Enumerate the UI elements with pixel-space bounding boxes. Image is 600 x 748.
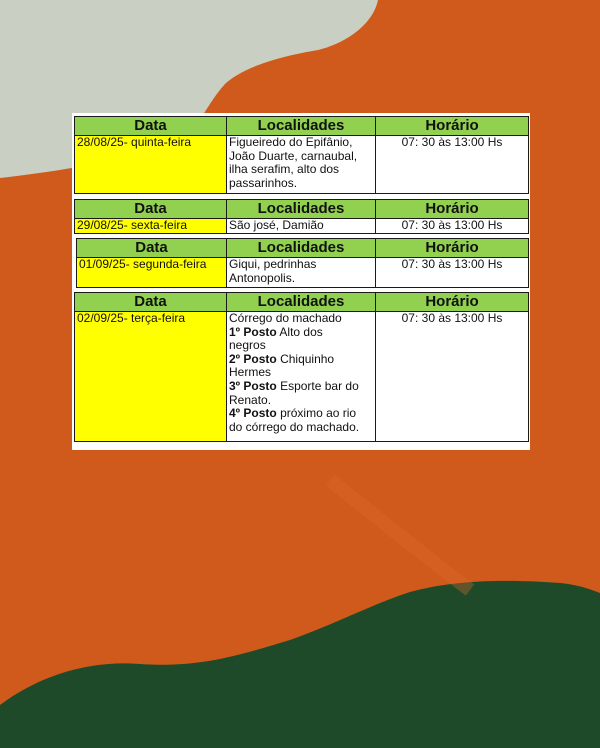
- posto-line-cont: negros: [229, 338, 266, 353]
- places-cell: [227, 136, 376, 194]
- date-cell: 29/08/25- sexta-feira: [75, 219, 227, 234]
- header-places: Localidades: [227, 117, 376, 136]
- place-line: Figueiredo do Epifânio,: [229, 135, 353, 149]
- header-places: Localidades: [227, 200, 376, 219]
- header-row: [75, 200, 529, 219]
- header-row: [75, 293, 529, 312]
- posto-text: Chiquinho: [276, 351, 335, 366]
- posto-text: próximo ao rio: [276, 406, 357, 421]
- place-line: Antonopolis.: [229, 270, 296, 285]
- posto-line: [229, 380, 373, 394]
- table-row: [77, 258, 529, 288]
- header-row: [75, 117, 529, 136]
- posto-line: [229, 407, 373, 421]
- header-time: Horário: [376, 293, 529, 312]
- places-cell: [227, 219, 376, 234]
- place-line: passarinhos.: [229, 175, 298, 190]
- header-date: Data: [75, 117, 227, 136]
- header-date: Data: [75, 200, 227, 219]
- schedule-table-2: [74, 199, 529, 234]
- header-time: Horário: [376, 200, 529, 219]
- date-cell: 28/08/25- quinta-feira: [75, 136, 227, 194]
- place-line: São josé, Damião: [229, 218, 324, 232]
- header-places: Localidades: [227, 293, 376, 312]
- table-row: [75, 136, 529, 194]
- header-time: Horário: [376, 239, 529, 258]
- table-row: [75, 219, 529, 234]
- posto-text: Alto dos: [276, 324, 323, 339]
- places-cell: [227, 258, 376, 288]
- date-cell: 01/09/25- segunda-feira: [77, 258, 227, 288]
- header-date: Data: [77, 239, 227, 258]
- posto-line: [229, 353, 373, 367]
- places-cell: [227, 312, 376, 442]
- posto-label: 3º Posto: [229, 378, 277, 393]
- time-cell: 07: 30 às 13:00 Hs: [376, 136, 529, 194]
- time-cell: 07: 30 às 13:00 Hs: [376, 219, 529, 234]
- schedule-table-1: [74, 116, 529, 194]
- date-cell: 02/09/25- terça-feira: [75, 312, 227, 442]
- place-line: ilha serafim, alto dos: [229, 162, 340, 177]
- header-time: Horário: [376, 117, 529, 136]
- posto-label: 4º Posto: [229, 406, 277, 421]
- place-intro: Córrego do machado: [229, 311, 342, 325]
- posto-line-cont: Renato.: [229, 392, 272, 407]
- posto-label: 2º Posto: [229, 351, 277, 366]
- time-cell: 07: 30 às 13:00 Hs: [376, 258, 529, 288]
- time-cell: 07: 30 às 13:00 Hs: [376, 312, 529, 442]
- posto-line-cont: do córrego do machado.: [229, 419, 360, 434]
- header-places: Localidades: [227, 239, 376, 258]
- place-line: Giqui, pedrinhas: [229, 257, 317, 271]
- schedule-table-4: [74, 292, 529, 442]
- posto-label: 1º Posto: [229, 324, 277, 339]
- posto-line: [229, 326, 373, 340]
- posto-text: Esporte bar do: [276, 378, 359, 393]
- posto-line-cont: Hermes: [229, 365, 272, 380]
- place-line: João Duarte, carnaubal,: [229, 148, 358, 163]
- header-date: Data: [75, 293, 227, 312]
- header-row: [77, 239, 529, 258]
- schedule-table-3: [76, 238, 529, 288]
- table-row: [75, 312, 529, 442]
